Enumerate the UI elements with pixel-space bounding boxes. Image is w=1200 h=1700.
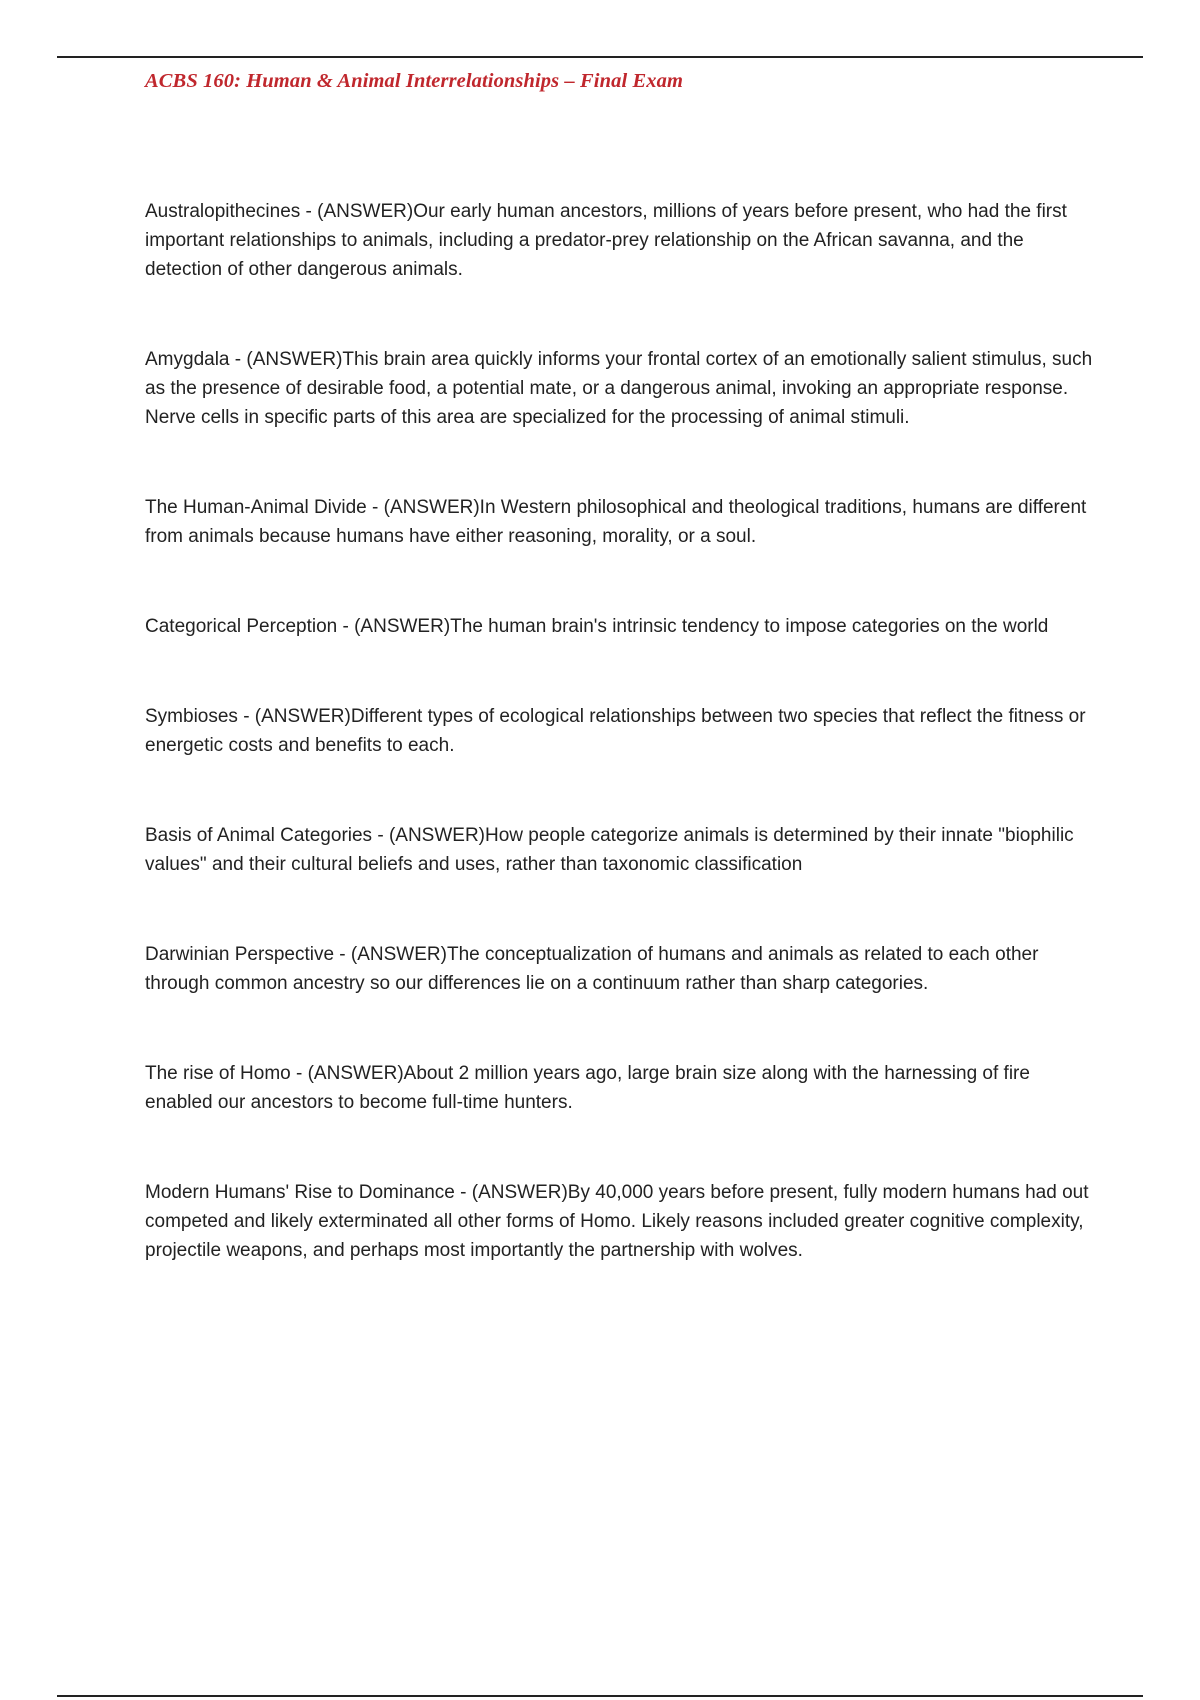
entry-amygdala: Amygdala - (ANSWER)This brain area quickly informs your frontal cortex of an emotionally salient stimulus, such as the presence of desirable food, a potential mate, or a dangerous animal, invoking an appropriate response. Nerve cells in specific parts of this area are specialized for the processing of animal stimuli. <box>145 349 1093 428</box>
entry-rise-of-homo: The rise of Homo - (ANSWER)About 2 million years ago, large brain size along with the harnessing of fire enabled our ancestors to become full-time hunters. <box>145 1063 1030 1113</box>
entries-list <box>145 197 1095 1265</box>
header-rule <box>57 56 1143 58</box>
footer-rule <box>57 1695 1143 1697</box>
entry-australopithecines: Australopithecines - (ANSWER)Our early human ancestors, millions of years before present, who had the first important relationships to animals, including a predator-prey relationship on the African savanna, and the detection of other dangerous animals. <box>145 201 1067 280</box>
entry-basis-of-animal-categories: Basis of Animal Categories - (ANSWER)How people categorize animals is determined by their innate "biophilic values" and their cultural beliefs and uses, rather than taxonomic classification <box>145 825 1074 875</box>
entry-categorical-perception: Categorical Perception - (ANSWER)The human brain's intrinsic tendency to impose categories on the world <box>145 616 1049 637</box>
entry-modern-humans: Modern Humans' Rise to Dominance - (ANSWER)By 40,000 years before present, fully modern humans had out competed and likely exterminated all other forms of Homo. Likely reasons included greater cognitive complexity, projectile weapons, and perhaps most importantly the partnership with wolves. <box>145 1182 1089 1261</box>
entry-darwinian-perspective: Darwinian Perspective - (ANSWER)The conceptualization of humans and animals as related to each other through common ancestry so our differences lie on a continuum rather than sharp categories. <box>145 944 1039 994</box>
entry-human-animal-divide: The Human-Animal Divide - (ANSWER)In Western philosophical and theological traditions, humans are different from animals because humans have either reasoning, morality, or a soul. <box>145 497 1087 547</box>
page-title: ACBS 160: Human & Animal Interrelationships – Final Exam <box>145 70 683 92</box>
entry-symbioses: Symbioses - (ANSWER)Different types of ecological relationships between two species that reflect the fitness or energetic costs and benefits to each. <box>145 706 1086 756</box>
